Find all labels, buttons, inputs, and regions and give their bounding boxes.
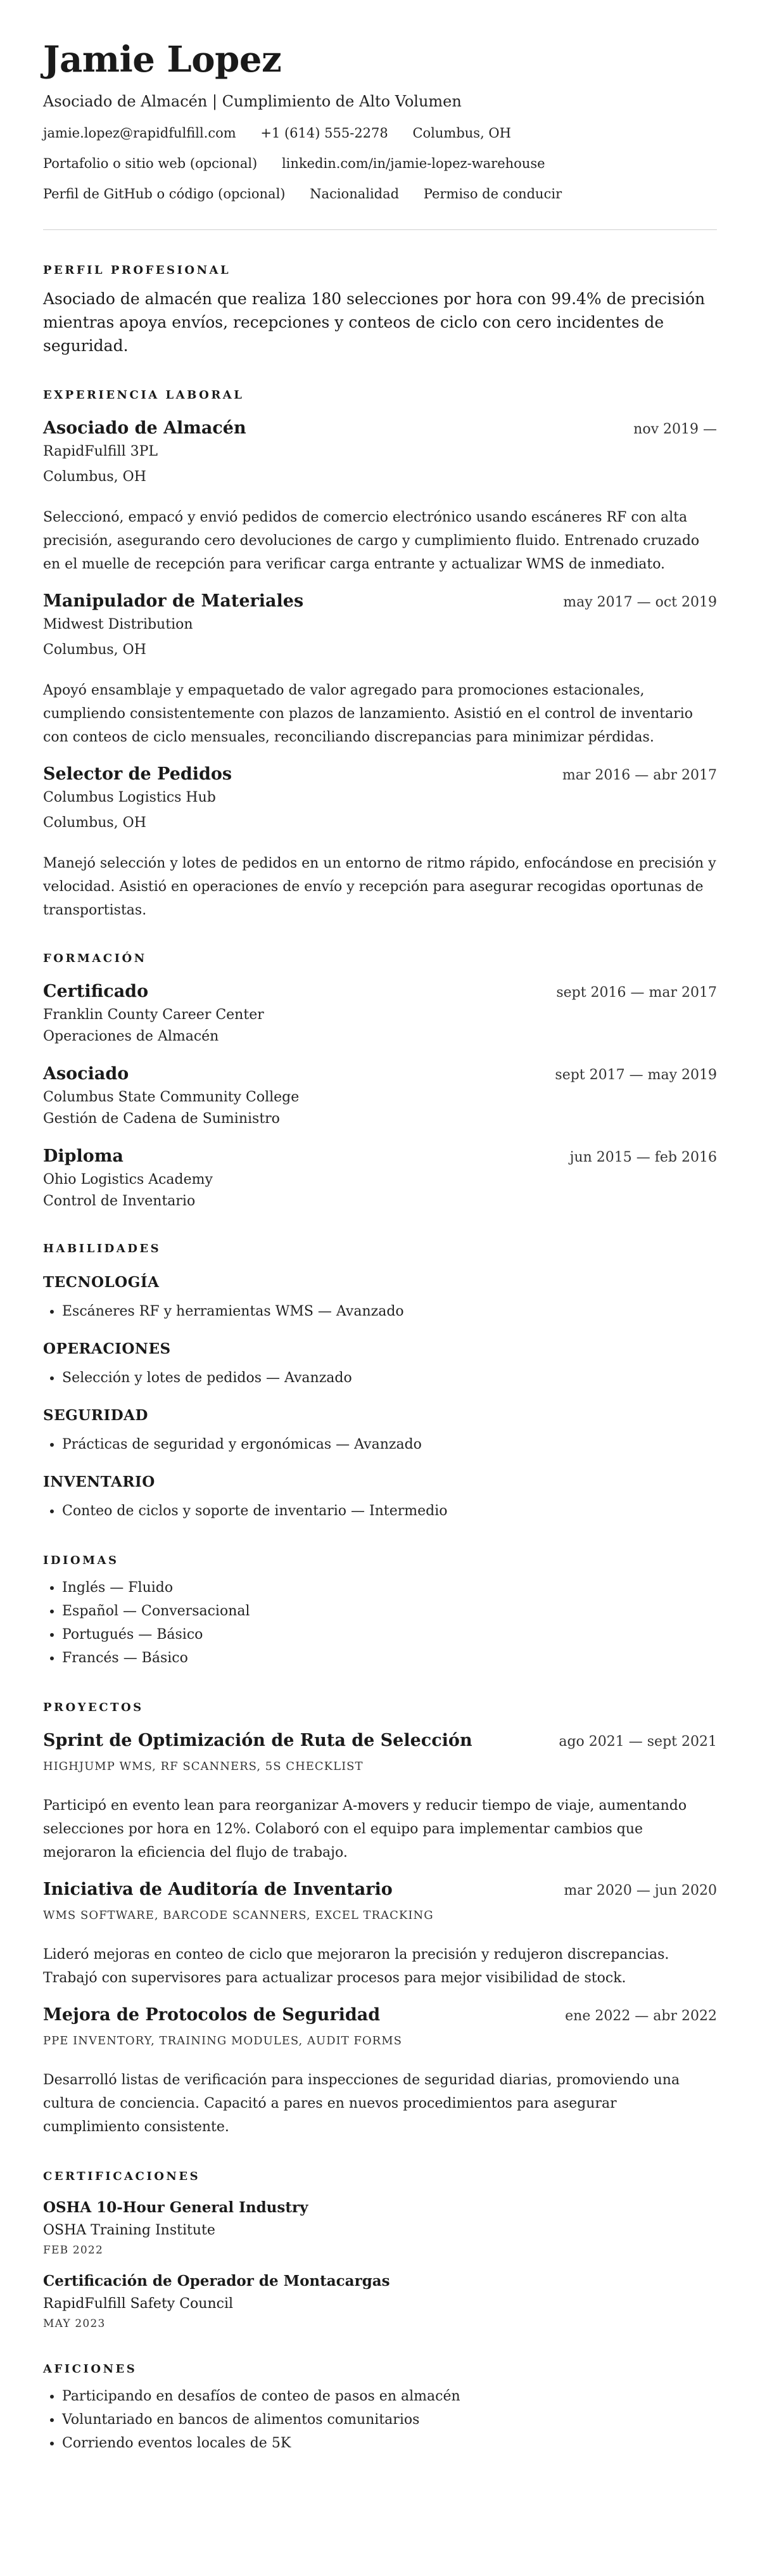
experience-location: Columbus, OH	[43, 815, 146, 831]
education-field: Control de Inventario	[43, 1193, 196, 1209]
language-item: • Francés — Básico	[62, 1646, 717, 1670]
contact-row-2	[43, 155, 717, 172]
hobby-item: • Participando en desafíos de conteo de pasos en almacén	[62, 2385, 717, 2408]
experience-role: Asociado de Almacén	[43, 418, 246, 438]
experience-date: mar 2016 — abr 2017	[562, 767, 717, 783]
education-degree: Diploma	[43, 1146, 124, 1166]
candidate-name: Jamie Lopez	[43, 39, 282, 80]
contact-row-3	[43, 185, 717, 203]
contact-portfolio[interactable]: Portafolio o sitio web (opcional)	[43, 156, 258, 171]
certification-entry	[43, 2272, 717, 2331]
experience-description: Apoyó ensamblaje y empaquetado de valor agregado para promociones estacionales, cumpliendo consistentemente con plazos de lanzamiento. Asistió en el control de inventario con conteos de ciclo mensuales, reconciliando discrepancias para minimizar pérdidas.	[43, 682, 694, 745]
experience-entry	[43, 763, 717, 922]
contact-location: Columbus, OH	[412, 125, 511, 141]
language-item: • Inglés — Fluido	[62, 1576, 717, 1599]
skill-category: INVENTARIO	[43, 1473, 155, 1490]
profile-summary: Asociado de almacén que realiza 180 selecciones por hora con 99.4% de precisión mientras apoya envíos, recepciones y conteos de ciclo con cero incidentes de seguridad.	[43, 290, 706, 355]
education-entry	[43, 980, 717, 1046]
project-description: Lideró mejoras en conteo de ciclo que mejoraron la precisión y redujeron discrepancias. Trabajó con supervisores para actualizar procesos para mejor visibilidad de stock.	[43, 1947, 669, 1986]
certification-date: FEB 2022	[43, 2244, 103, 2257]
experience-list	[43, 417, 717, 922]
contact-github[interactable]: Perfil de GitHub o código (opcional)	[43, 186, 286, 202]
languages-list	[43, 1576, 717, 1670]
project-name: Sprint de Optimización de Ruta de Selección	[43, 1731, 472, 1750]
education-school: Franklin County Career Center	[43, 1007, 264, 1023]
education-degree: Certificado	[43, 982, 149, 1001]
skill-category: SEGURIDAD	[43, 1407, 148, 1424]
hobbies-list	[43, 2385, 717, 2455]
project-name: Mejora de Protocolos de Seguridad	[43, 2005, 381, 2025]
skill-item: • Selección y lotes de pedidos — Avanzado	[62, 1366, 717, 1390]
education-entry	[43, 1063, 717, 1129]
certification-issuer: RapidFulfill Safety Council	[43, 2296, 234, 2312]
education-list	[43, 980, 717, 1211]
skill-items	[43, 1499, 717, 1523]
experience-entry	[43, 417, 717, 576]
skill-item: • Prácticas de seguridad y ergonómicas — Avanzado	[62, 1433, 717, 1456]
experience-date: nov 2019 —	[633, 421, 717, 437]
language-item: • Español — Conversacional	[62, 1599, 717, 1623]
education-date: sept 2017 — may 2019	[555, 1067, 717, 1083]
experience-location: Columbus, OH	[43, 642, 146, 658]
skill-items	[43, 1366, 717, 1390]
section-title-projects: PROYECTOS	[43, 1701, 144, 1714]
education-school: Ohio Logistics Academy	[43, 1172, 213, 1188]
experience-role: Manipulador de Materiales	[43, 591, 304, 611]
education-date: sept 2016 — mar 2017	[556, 985, 717, 1001]
experience-location: Columbus, OH	[43, 469, 146, 485]
skill-item: • Conteo de ciclos y soporte de inventario — Intermedio	[62, 1499, 717, 1523]
experience-description: Seleccionó, empacó y envió pedidos de comercio electrónico usando escáneres RF con alta precisión, asegurando cero devoluciones de cargo y cumplimiento fluido. Entrenado cruzado en el muelle de recepción para verificar carga entrante y actualizar WMS de inmediato.	[43, 509, 700, 572]
experience-company: RapidFulfill 3PL	[43, 444, 158, 459]
projects-list	[43, 1729, 717, 2139]
education-school: Columbus State Community College	[43, 1089, 300, 1105]
certification-issuer: OSHA Training Institute	[43, 2222, 215, 2238]
section-title-profile: PERFIL PROFESIONAL	[43, 264, 231, 277]
education-entry	[43, 1145, 717, 1211]
certification-entry	[43, 2198, 717, 2258]
education-degree: Asociado	[43, 1064, 129, 1084]
project-entry	[43, 2004, 717, 2139]
project-tech: PPE INVENTORY, TRAINING MODULES, AUDIT FORMS	[43, 2034, 402, 2047]
section-title-hobbies: AFICIONES	[43, 2362, 137, 2376]
contact-linkedin[interactable]: linkedin.com/in/jamie-lopez-warehouse	[281, 156, 545, 171]
experience-role: Selector de Pedidos	[43, 764, 232, 784]
contact-email[interactable]: jamie.lopez@rapidfulfill.com	[43, 125, 236, 141]
experience-company: Columbus Logistics Hub	[43, 790, 216, 805]
contact-nationality: Nacionalidad	[310, 186, 400, 202]
contact-row-1	[43, 124, 717, 142]
experience-company: Midwest Distribution	[43, 617, 193, 632]
skill-category: TECNOLOGÍA	[43, 1274, 160, 1291]
contact-license: Permiso de conducir	[423, 186, 562, 202]
education-field: Gestión de Cadena de Suministro	[43, 1111, 280, 1127]
project-description: Participó en evento lean para reorganizar A-movers y reducir tiempo de viaje, aumentando selecciones por hora en 12%. Colaboró con el equipo para implementar cambios que mejoraron la eficiencia del flujo de trabajo.	[43, 1798, 687, 1861]
certification-date: MAY 2023	[43, 2317, 106, 2330]
skill-items	[43, 1300, 717, 1323]
section-title-education: FORMACIÓN	[43, 952, 147, 965]
section-title-experience: EXPERIENCIA LABORAL	[43, 388, 244, 402]
project-date: ene 2022 — abr 2022	[565, 2008, 717, 2024]
certifications-list	[43, 2198, 717, 2331]
project-name: Iniciativa de Auditoría de Inventario	[43, 1880, 393, 1899]
education-date: jun 2015 — feb 2016	[569, 1150, 717, 1165]
certification-name: OSHA 10-Hour General Industry	[43, 2199, 308, 2216]
skill-category: OPERACIONES	[43, 1340, 171, 1357]
education-field: Operaciones de Almacén	[43, 1028, 219, 1044]
experience-date: may 2017 — oct 2019	[563, 594, 717, 610]
project-date: mar 2020 — jun 2020	[564, 1883, 717, 1899]
hobby-item: • Corriendo eventos locales de 5K	[62, 2432, 717, 2455]
project-description: Desarrolló listas de verificación para inspecciones de seguridad diarias, promoviendo una cultura de conciencia. Capacitó a pares en nuevos procedimientos para asegurar cumplimiento consistente.	[43, 2072, 680, 2135]
project-entry	[43, 1878, 717, 1990]
project-tech: HIGHJUMP WMS, RF SCANNERS, 5S CHECKLIST	[43, 1760, 364, 1773]
experience-description: Manejó selección y lotes de pedidos en un entorno de ritmo rápido, enfocándose en precisión y velocidad. Asistió en operaciones de envío y recepción para asegurar recogidas oportunas de transportistas.	[43, 855, 716, 918]
section-title-certifications: CERTIFICACIONES	[43, 2170, 201, 2183]
section-title-skills: HABILIDADES	[43, 1242, 162, 1255]
contact-phone[interactable]: +1 (614) 555-2278	[260, 125, 388, 141]
header-divider	[43, 229, 717, 230]
hobby-item: • Voluntariado en bancos de alimentos comunitarios	[62, 2408, 717, 2432]
project-entry	[43, 1729, 717, 1864]
certification-name: Certificación de Operador de Montacargas	[43, 2272, 390, 2290]
skills-list	[43, 1273, 717, 1523]
candidate-subtitle: Asociado de Almacén | Cumplimiento de Alto Volumen	[43, 93, 462, 110]
project-date: ago 2021 — sept 2021	[559, 1734, 717, 1750]
skill-item: • Escáneres RF y herramientas WMS — Avanzado	[62, 1300, 717, 1323]
language-item: • Portugués — Básico	[62, 1623, 717, 1646]
skill-items	[43, 1433, 717, 1456]
section-title-languages: IDIOMAS	[43, 1554, 119, 1567]
experience-entry	[43, 590, 717, 749]
project-tech: WMS SOFTWARE, BARCODE SCANNERS, EXCEL TRACKING	[43, 1909, 434, 1922]
